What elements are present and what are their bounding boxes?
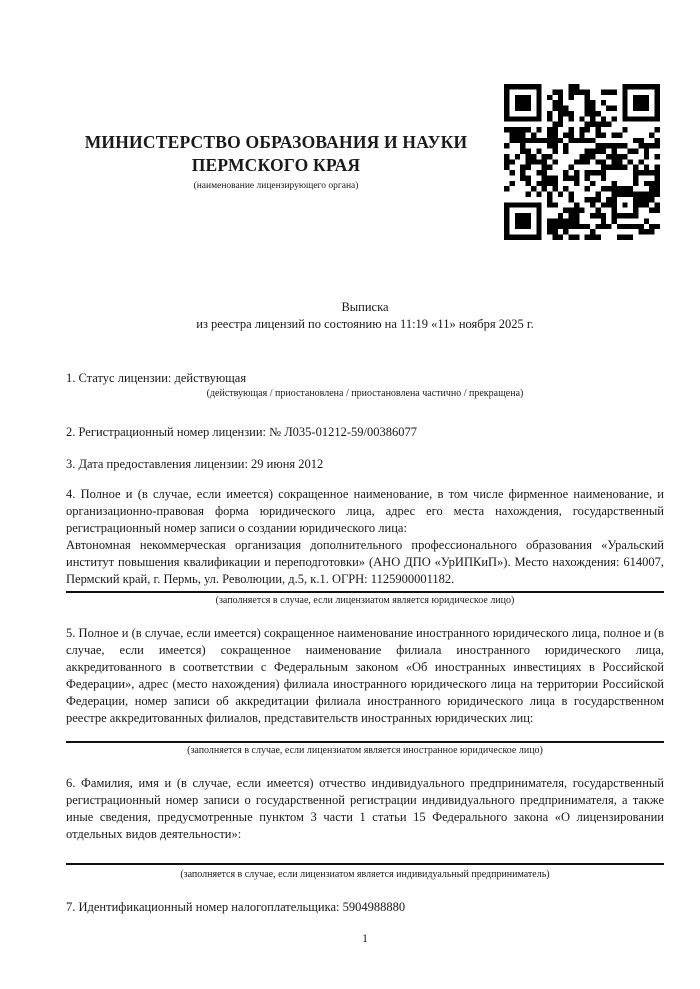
ministry-name-line1: МИНИСТЕРСТВО ОБРАЗОВАНИЯ И НАУКИ — [84, 132, 468, 152]
item-registration-number: 2. Регистрационный номер лицензии: № Л035-01212-59/00386077 — [66, 425, 417, 439]
item-taxpayer-number: 7. Идентификационный номер налогоплательщика: 5904988880 — [66, 900, 406, 914]
item-legal-entity — [66, 486, 664, 607]
license-status-text: 1. Статус лицензии: действующая — [66, 371, 247, 385]
ministry-name-line2: ПЕРМСКОГО КРАЯ — [191, 155, 361, 175]
foreign-entity-label: 5. Полное и (в случае, если имеется) сокращенное наименование иностранного юридического лица, полное и (в случае, если имеется) сокращенное наименование филиала иностранного юридического лица, аккредитованного в соответствии с Федеральным законом «Об иностранных инвестициях в Российской Федерации», адрес (место нахождения) филиала иностранного юридического лица на территории Российской Федерации, номер записи об аккредитации филиала иностранного юридического лица в государственном реестре аккредитованных филиалов, представительств иностранных юридических лиц: — [66, 626, 664, 725]
license-status-note: (действующая / приостановлена / приостановлена частично / прекращена) — [206, 388, 524, 399]
qr-code-image — [504, 84, 660, 240]
legal-entity-value: Автономная некоммерческая организация дополнительного профессионального образования «Уральский институт повышения квалификации и переподготовки» (АНО ДПО «УрИПКиП»). Место нахождения: 614007, Пермский край, г. Пермь, ул. Революции, д.5, к.1. ОГРН: 1125900001182. — [66, 538, 664, 586]
item-individual-entrepreneur — [66, 775, 664, 881]
title-line1: Выписка — [341, 300, 389, 314]
ministry-caption: (наименование лицензирующего органа) — [193, 181, 359, 191]
document-header — [66, 131, 486, 192]
individual-entrepreneur-note: (заполняется в случае, если лицензиатом является индивидуальный предприниматель) — [180, 869, 550, 880]
foreign-entity-underline — [66, 741, 664, 743]
qr-code — [504, 84, 660, 240]
item-grant-date: 3. Дата предоставления лицензии: 29 июня 2012 — [66, 457, 324, 471]
item-license-status — [66, 370, 664, 400]
individual-entrepreneur-underline — [66, 863, 664, 865]
document-content — [0, 131, 700, 946]
foreign-entity-note: (заполняется в случае, если лицензиатом является иностранное юридическое лицо) — [187, 745, 543, 756]
document-title — [66, 299, 664, 333]
page-number: 1 — [362, 931, 368, 945]
title-line2: из реестра лицензий по состоянию на 11:19 «11» ноября 2025 г. — [196, 317, 534, 331]
individual-entrepreneur-label: 6. Фамилия, имя и (в случае, если имеется) отчество индивидуального предпринимателя, государственный регистрационный номер записи о государственной регистрации индивидуального предпринимателя, а также иные сведения, предусмотренные пунктом 3 части 1 статьи 15 Федерального закона «О лицензировании отдельных видов деятельности»: — [66, 776, 664, 841]
item-foreign-entity — [66, 625, 664, 757]
legal-entity-note: (заполняется в случае, если лицензиатом является юридическое лицо) — [215, 595, 515, 606]
legal-entity-underline — [66, 591, 664, 593]
legal-entity-label: 4. Полное и (в случае, если имеется) сокращенное наименование, в том числе фирменное наименование, и организационно-правовая форма юридического лица, адрес его места нахождения, государственный регистрационный номер записи о создании юридического лица: — [66, 487, 664, 535]
